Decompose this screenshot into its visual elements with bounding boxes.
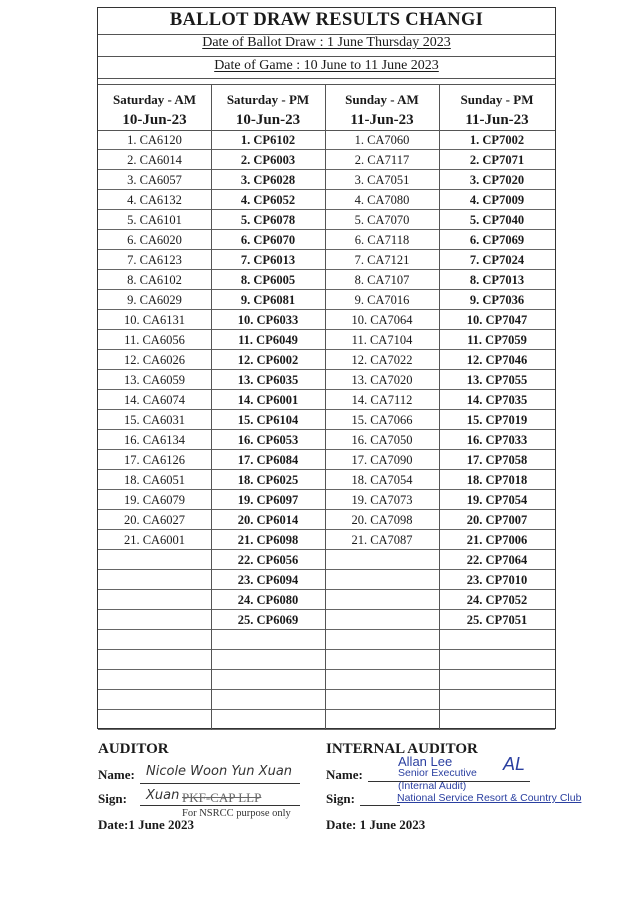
ballot-entry: 14. CP6001 <box>237 393 299 407</box>
stamp-department: (Internal Audit) <box>398 780 467 792</box>
ballot-entry: 6. CA7118 <box>354 233 410 247</box>
ballot-entry: 4. CP6052 <box>240 193 296 207</box>
ballot-entry: 11. CA7104 <box>351 333 413 347</box>
ballot-entry: 16. CA6134 <box>123 433 186 447</box>
ballot-entry: 13. CP6035 <box>237 373 299 387</box>
initials-signature: AL <box>503 754 526 774</box>
ballot-entry: 1. CP6102 <box>240 133 296 147</box>
table-row <box>98 430 555 450</box>
ballot-entry: 7. CA6123 <box>127 253 182 267</box>
ballot-entry: 11. CA6056 <box>124 333 185 347</box>
table-row <box>98 410 555 430</box>
column-date-header: 11-Jun-23 <box>465 112 529 128</box>
firm-stamp: PKF-CAP LLP <box>182 790 262 805</box>
ballot-entry: 18. CP7018 <box>466 473 528 487</box>
internal-auditor-heading: INTERNAL AUDITOR <box>326 741 478 757</box>
ballot-entry: 2. CP7071 <box>469 153 525 167</box>
ballot-entry: 13. CA7020 <box>351 373 413 387</box>
ballot-entry: 9. CA6029 <box>127 293 182 307</box>
auditor-signature: Xuan <box>146 788 180 803</box>
ballot-entry: 19. CP6097 <box>237 493 299 507</box>
column-divider <box>211 84 212 730</box>
ballot-entry: 5. CP7040 <box>469 213 525 227</box>
table-row <box>98 490 555 510</box>
table-row <box>98 450 555 470</box>
divider <box>98 78 555 79</box>
ballot-entry: 19. CA6079 <box>123 493 186 507</box>
ballot-entry: 20. CP6014 <box>237 513 299 527</box>
table-row <box>98 390 555 410</box>
table-row <box>98 270 555 290</box>
ballot-entry: 17. CP7058 <box>466 453 528 467</box>
ballot-entry: 6. CP7069 <box>469 233 525 247</box>
internal-auditor-date: Date: 1 June 2023 <box>326 817 426 832</box>
ballot-entry: 14. CA6074 <box>123 393 186 407</box>
table-row <box>98 530 555 550</box>
table-row <box>98 250 555 270</box>
auditor-sign-label: Sign: <box>98 791 127 806</box>
ballot-entry: 17. CA7090 <box>351 453 413 467</box>
ballot-entry: 9. CA7016 <box>354 293 410 307</box>
divider <box>98 56 555 57</box>
stamp-person: Allan Lee <box>398 754 453 769</box>
ballot-entry: 4. CA6132 <box>127 193 182 207</box>
ballot-entry: 7. CP7024 <box>469 253 525 267</box>
table-row <box>98 570 555 590</box>
column-session-header: Saturday - AM <box>112 92 197 107</box>
ballot-entry: 16. CP7033 <box>466 433 528 447</box>
ballot-entry: 2. CA7117 <box>354 153 410 167</box>
game-date: Date of Game : 10 June to 11 June 2023 <box>214 58 439 73</box>
internal-auditor-sign-label: Sign: <box>326 791 355 806</box>
ballot-entry: 21. CP7006 <box>466 533 528 547</box>
ballot-entry: 10. CP7047 <box>466 313 528 327</box>
document-title: BALLOT DRAW RESULTS CHANGI <box>169 10 484 30</box>
ballot-entry: 21. CA7087 <box>351 533 413 547</box>
ballot-entry: 24. CP7052 <box>466 593 528 607</box>
ballot-entry: 2. CA6014 <box>127 153 182 167</box>
ballot-entry: 10. CA6131 <box>123 313 186 327</box>
ballot-entry: 10. CA7064 <box>351 313 413 327</box>
internal-auditor-name-label: Name: <box>326 767 363 782</box>
ballot-entry: 1. CP7002 <box>469 133 525 147</box>
ballot-entry: 4. CA7080 <box>354 193 410 207</box>
ballot-entry: 19. CA7073 <box>351 493 413 507</box>
ballot-entry: 16. CP6053 <box>237 433 299 447</box>
ballot-entry: 17. CP6084 <box>237 453 299 467</box>
ballot-entry: 9. CP7036 <box>469 293 525 307</box>
ballot-entry: 25. CP6069 <box>237 613 299 627</box>
ballot-entry: 11. CP7059 <box>467 333 527 347</box>
ballot-entry: 5. CA7070 <box>354 213 410 227</box>
table-row <box>98 190 555 210</box>
table-row <box>98 590 555 610</box>
column-session-header: Sunday - PM <box>460 92 534 107</box>
column-date-header: 11-Jun-23 <box>350 112 414 128</box>
ballot-entry: 6. CA6020 <box>127 233 182 247</box>
table-row <box>98 710 555 730</box>
ballot-entry: 23. CP7010 <box>466 573 528 587</box>
ballot-draw-date: Date of Ballot Draw : 1 June Thursday 2023 <box>202 35 451 50</box>
ballot-entry: 3. CA7051 <box>354 173 410 187</box>
stamp-organisation: National Service Resort & Country Club <box>397 792 582 804</box>
column-date-header: 10-Jun-23 <box>122 112 187 128</box>
ballot-entry: 8. CA7107 <box>354 273 410 287</box>
signature-line <box>140 783 300 784</box>
column-divider <box>439 84 440 730</box>
signature-line <box>360 805 400 806</box>
ballot-entry: 5. CP6078 <box>240 213 296 227</box>
ballot-entry: 3. CP6028 <box>240 173 296 187</box>
table-row <box>98 670 555 690</box>
ballot-entry: 15. CA7066 <box>351 413 413 427</box>
table-row <box>98 290 555 310</box>
table-row <box>98 330 555 350</box>
ballot-entry: 25. CP7051 <box>466 613 528 627</box>
ballot-entry: 12. CP7046 <box>466 353 528 367</box>
ballot-entry: 10. CP6033 <box>237 313 299 327</box>
column-session-header: Saturday - PM <box>226 92 310 107</box>
table-row <box>98 470 555 490</box>
table-row <box>98 630 555 650</box>
ballot-entry: 20. CA7098 <box>351 513 413 527</box>
table-row <box>98 150 555 170</box>
ballot-entry: 22. CP7064 <box>466 553 528 567</box>
ballot-entry: 8. CP6005 <box>240 273 296 287</box>
ballot-entry: 14. CP7035 <box>466 393 528 407</box>
ballot-entry: 21. CP6098 <box>237 533 299 547</box>
ballot-entry: 18. CA7054 <box>351 473 413 487</box>
ballot-results-sheet <box>97 7 556 729</box>
ballot-entry: 3. CP7020 <box>469 173 525 187</box>
ballot-entry: 6. CP6070 <box>240 233 296 247</box>
table-row <box>98 550 555 570</box>
ballot-entry: 7. CA7121 <box>354 253 410 267</box>
table-row <box>98 230 555 250</box>
ballot-entry: 22. CP6056 <box>237 553 299 567</box>
table-row <box>98 210 555 230</box>
ballot-entry: 1. CA7060 <box>354 133 410 147</box>
ballot-entry: 2. CP6003 <box>240 153 296 167</box>
ballot-entry: 13. CA6059 <box>123 373 186 387</box>
table-row <box>98 510 555 530</box>
ballot-entry: 20. CP7007 <box>466 513 528 527</box>
ballot-entry: 18. CA6051 <box>123 473 186 487</box>
auditor-date: Date:1 June 2023 <box>98 817 195 832</box>
ballot-entry: 15. CP6104 <box>237 413 299 427</box>
ballot-entry: 20. CA6027 <box>123 513 186 527</box>
ballot-entry: 23. CP6094 <box>237 573 299 587</box>
table-row <box>98 350 555 370</box>
ballot-entry: 19. CP7054 <box>466 493 528 507</box>
ballot-entry: 9. CP6081 <box>240 293 296 307</box>
table-row <box>98 130 555 150</box>
ballot-entry: 8. CA6102 <box>127 273 182 287</box>
ballot-entry: 17. CA6126 <box>123 453 186 467</box>
ballot-entry: 18. CP6025 <box>237 473 299 487</box>
ballot-entry: 24. CP6080 <box>237 593 299 607</box>
auditor-name-handwritten: Nicole Woon Yun Xuan <box>146 764 293 779</box>
ballot-entry: 15. CP7019 <box>466 413 528 427</box>
ballot-entry: 13. CP7055 <box>466 373 528 387</box>
ballot-entry: 7. CP6013 <box>240 253 296 267</box>
table-row <box>98 310 555 330</box>
ballot-entry: 12. CA6026 <box>123 353 186 367</box>
ballot-entry: 3. CA6057 <box>127 173 182 187</box>
ballot-entry: 16. CA7050 <box>351 433 413 447</box>
divider <box>98 84 555 85</box>
ballot-entry: 14. CA7112 <box>351 393 413 407</box>
table-row <box>98 170 555 190</box>
ballot-entry: 1. CA6120 <box>127 133 182 147</box>
firm-note: For NSRCC purpose only <box>182 808 291 819</box>
ballot-entry: 8. CP7013 <box>469 273 525 287</box>
auditor-heading: AUDITOR <box>98 741 169 757</box>
ballot-entry: 11. CP6049 <box>238 333 298 347</box>
signature-line <box>140 805 300 806</box>
table-row <box>98 370 555 390</box>
table-row <box>98 650 555 670</box>
column-session-header: Sunday - AM <box>345 92 419 107</box>
auditor-name-label: Name: <box>98 767 135 782</box>
column-divider <box>325 84 326 730</box>
stamp-position: Senior Executive <box>398 767 477 779</box>
column-date-header: 10-Jun-23 <box>235 112 301 128</box>
ballot-entry: 4. CP7009 <box>469 193 525 207</box>
ballot-entry: 12. CA7022 <box>351 353 413 367</box>
ballot-entry: 12. CP6002 <box>237 353 299 367</box>
ballot-entry: 5. CA6101 <box>127 213 182 227</box>
table-row <box>98 690 555 710</box>
table-row <box>98 610 555 630</box>
ballot-entry: 21. CA6001 <box>123 533 186 547</box>
ballot-entry: 15. CA6031 <box>123 413 186 427</box>
